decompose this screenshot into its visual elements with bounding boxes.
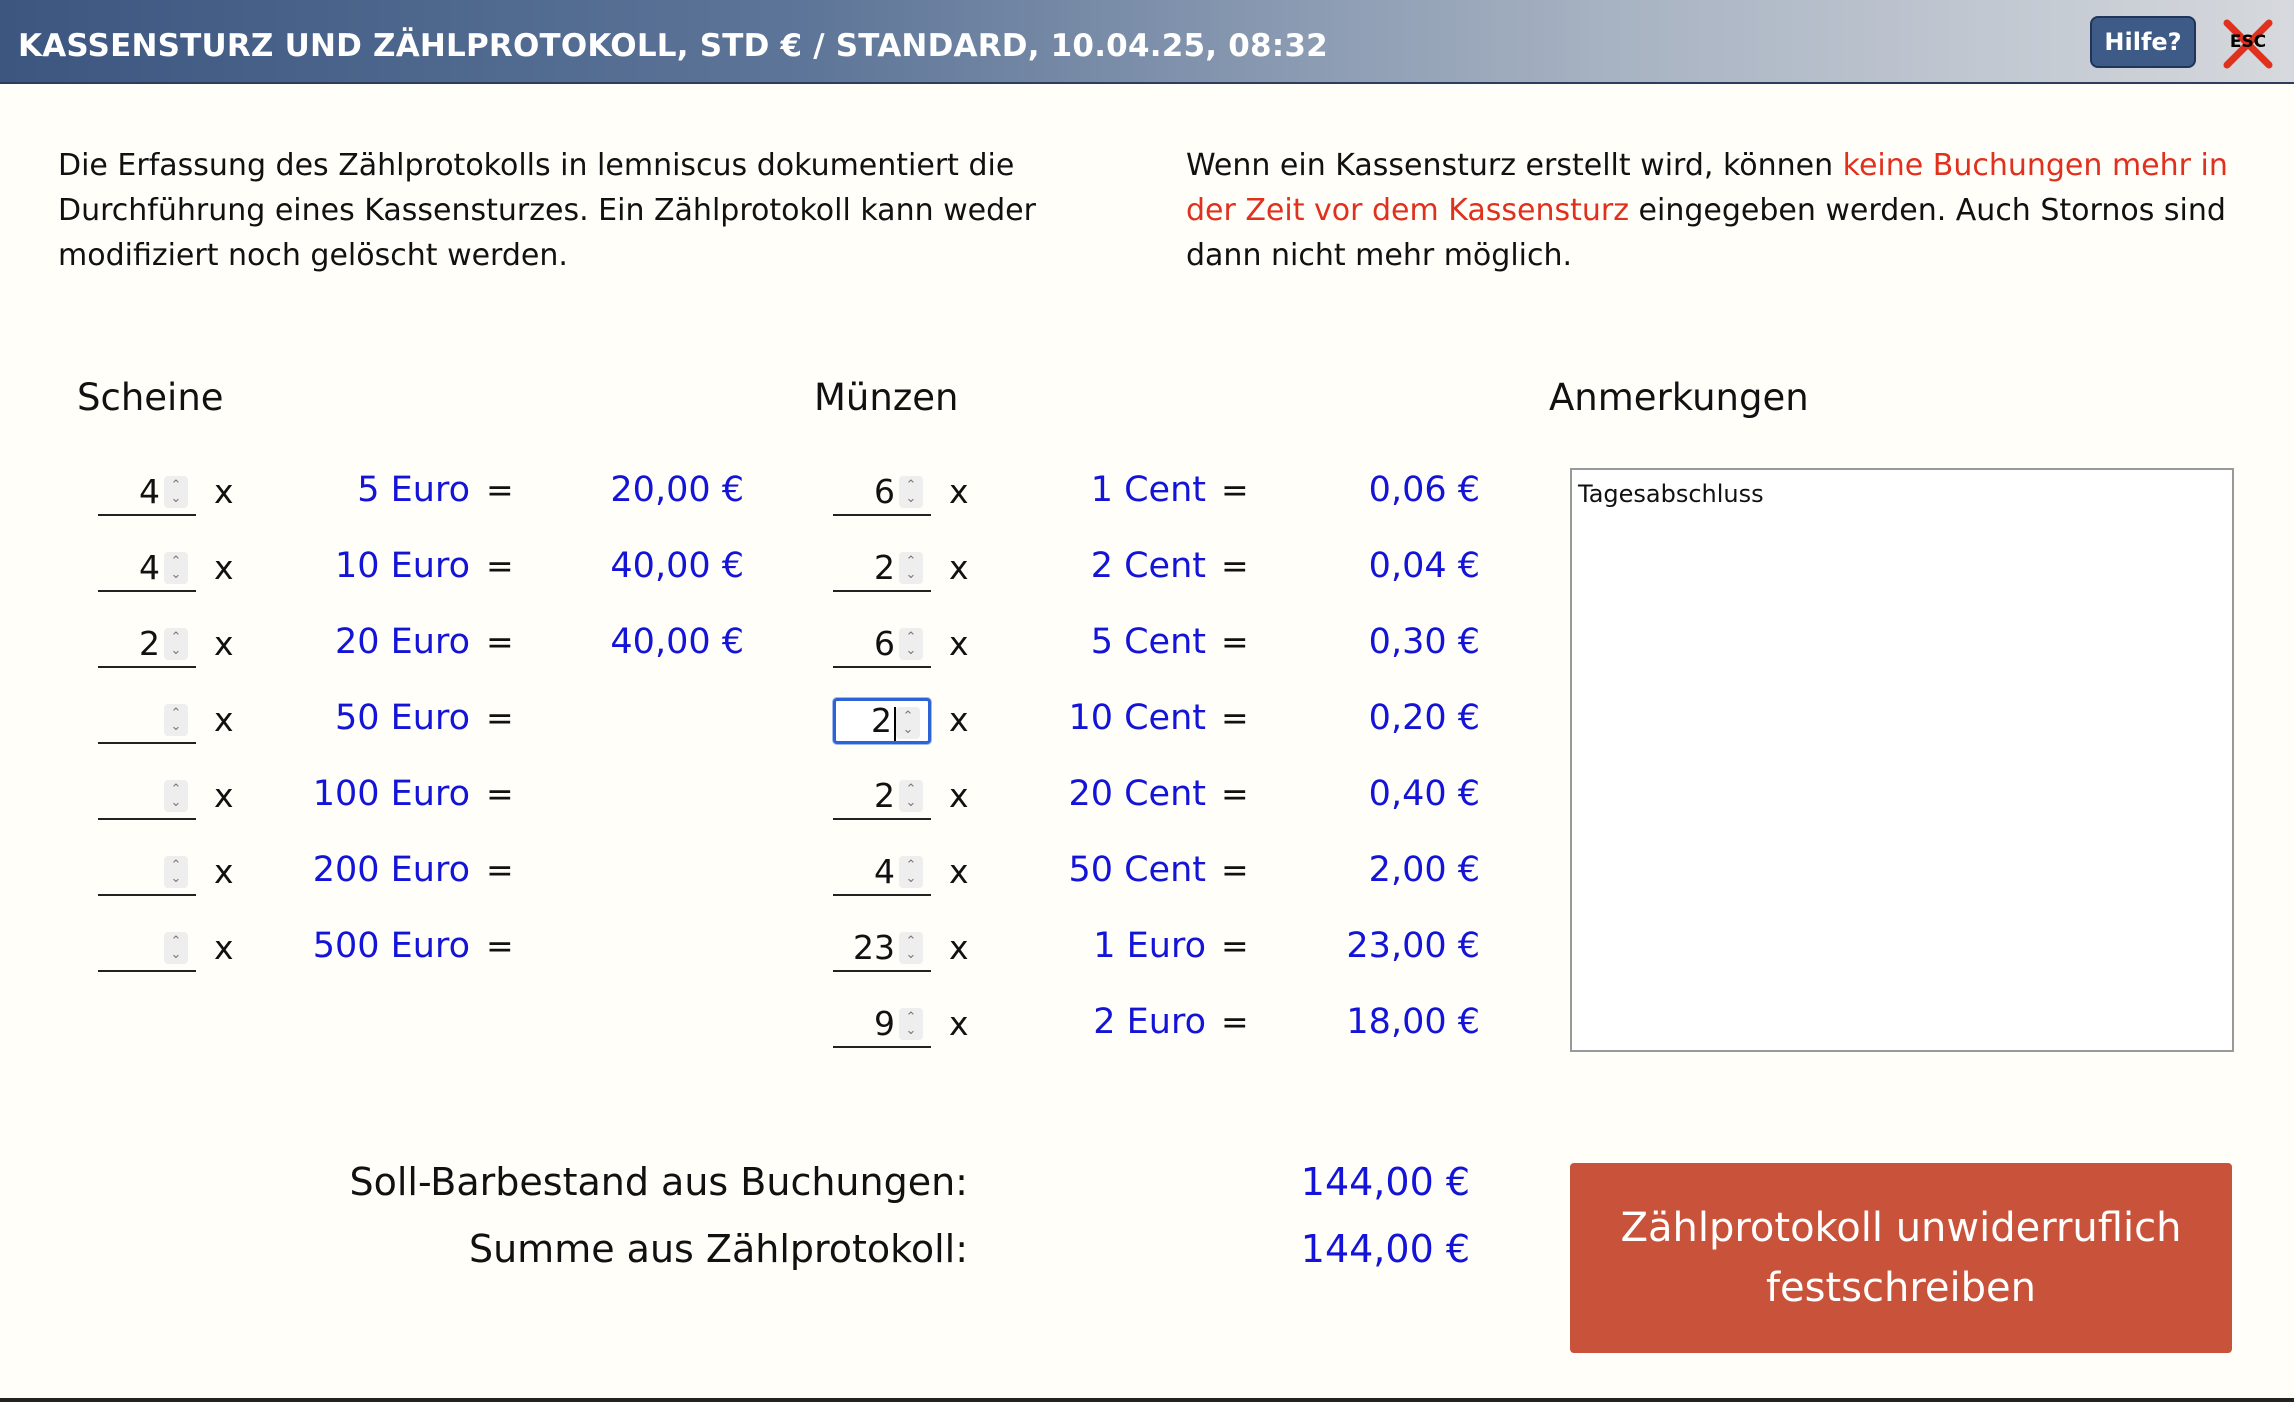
info-text-left: Die Erfassung des Zählprotokolls in lemniscus dokumentiert die Durchführung eines Kassensturzes. Ein Zählprotokoll kann weder modifiziert noch gelöscht werden. bbox=[58, 148, 1036, 273]
coins-denomination: 1 Euro bbox=[1093, 926, 1206, 966]
coins-amount: 0,30 € bbox=[1368, 622, 1480, 662]
equals-sign: = bbox=[486, 698, 514, 737]
notes-amount: 40,00 € bbox=[610, 622, 744, 662]
multiply-sign: x bbox=[214, 472, 234, 511]
notes-count-stepper[interactable] bbox=[98, 926, 196, 972]
multiply-sign: x bbox=[214, 852, 234, 891]
multiply-sign: x bbox=[214, 548, 234, 587]
coins-count-stepper[interactable] bbox=[833, 470, 931, 516]
notes-denomination: 100 Euro bbox=[312, 774, 470, 814]
info-right-part2: eingegeben werden. Auch Stornos sind dann nicht mehr möglich. bbox=[1186, 193, 2226, 273]
notes-count-stepper[interactable] bbox=[98, 546, 196, 592]
coins-count-stepper[interactable] bbox=[833, 926, 931, 972]
equals-sign: = bbox=[1221, 926, 1249, 965]
coins-amount: 0,04 € bbox=[1368, 546, 1480, 586]
spin-arrows-icon[interactable]: ⌃ ⌄ bbox=[164, 780, 188, 812]
commit-button-line2: festschreiben bbox=[1765, 1265, 2037, 1311]
multiply-sign: x bbox=[949, 624, 969, 663]
coins-amount: 0,20 € bbox=[1368, 698, 1480, 738]
coins-count-stepper[interactable] bbox=[833, 774, 931, 820]
coins-amount: 0,06 € bbox=[1368, 470, 1480, 510]
bottom-border bbox=[0, 1398, 2294, 1402]
notes-count-stepper[interactable] bbox=[98, 698, 196, 744]
multiply-sign: x bbox=[949, 776, 969, 815]
multiply-sign: x bbox=[949, 1004, 969, 1043]
notes-denomination: 10 Euro bbox=[335, 546, 470, 586]
counted-sum-value: 144,00 € bbox=[1300, 1227, 1470, 1271]
coins-denomination: 20 Cent bbox=[1068, 774, 1206, 814]
notes-denomination: 50 Euro bbox=[335, 698, 470, 738]
coins-denomination: 1 Cent bbox=[1090, 470, 1206, 510]
notes-count-stepper[interactable] bbox=[98, 470, 196, 516]
multiply-sign: x bbox=[214, 928, 234, 967]
equals-sign: = bbox=[1221, 470, 1249, 509]
multiply-sign: x bbox=[214, 624, 234, 663]
info-text-right bbox=[1186, 143, 2246, 278]
spin-arrows-icon[interactable]: ⌃ ⌄ bbox=[899, 552, 923, 584]
coins-count-value: 6 bbox=[874, 472, 895, 511]
equals-sign: = bbox=[1221, 698, 1249, 737]
title-bar bbox=[0, 0, 2294, 84]
spin-arrows-icon[interactable]: ⌃ ⌄ bbox=[899, 1008, 923, 1040]
coins-denomination: 2 Cent bbox=[1090, 546, 1206, 586]
notes-count-value: 4 bbox=[139, 548, 160, 587]
spin-arrows-icon[interactable]: ⌃ ⌄ bbox=[164, 856, 188, 888]
esc-close-button[interactable] bbox=[2222, 18, 2274, 70]
coins-count-stepper[interactable] bbox=[833, 622, 931, 668]
coins-count-value: 6 bbox=[874, 624, 895, 663]
spin-arrows-icon[interactable]: ⌃ ⌄ bbox=[899, 856, 923, 888]
equals-sign: = bbox=[486, 546, 514, 585]
coins-count-value: 2 bbox=[874, 776, 895, 815]
notes-count-stepper[interactable] bbox=[98, 850, 196, 896]
coins-count-stepper[interactable] bbox=[833, 698, 931, 744]
notes-count-stepper[interactable] bbox=[98, 622, 196, 668]
multiply-sign: x bbox=[949, 700, 969, 739]
expected-balance-value: 144,00 € bbox=[1300, 1160, 1470, 1204]
equals-sign: = bbox=[486, 622, 514, 661]
equals-sign: = bbox=[1221, 774, 1249, 813]
spin-arrows-icon[interactable]: ⌃ ⌄ bbox=[896, 707, 920, 739]
spin-arrows-icon[interactable]: ⌃ ⌄ bbox=[164, 704, 188, 736]
multiply-sign: x bbox=[949, 548, 969, 587]
notes-denomination: 500 Euro bbox=[312, 926, 470, 966]
multiply-sign: x bbox=[214, 776, 234, 815]
notes-count-stepper[interactable] bbox=[98, 774, 196, 820]
notes-amount: 20,00 € bbox=[610, 470, 744, 510]
commit-button-label bbox=[1621, 1198, 2182, 1318]
coins-count-value: 23 bbox=[853, 928, 895, 967]
coins-count-value: 2 bbox=[871, 701, 892, 740]
coins-count-value: 2 bbox=[874, 548, 895, 587]
spin-arrows-icon[interactable]: ⌃ ⌄ bbox=[164, 476, 188, 508]
coins-count-value: 9 bbox=[874, 1004, 895, 1043]
coins-amount: 2,00 € bbox=[1368, 850, 1480, 890]
multiply-sign: x bbox=[949, 472, 969, 511]
remarks-section-title: Anmerkungen bbox=[1549, 376, 1809, 419]
equals-sign: = bbox=[486, 774, 514, 813]
coins-section-title: Münzen bbox=[814, 376, 959, 419]
spin-arrows-icon[interactable]: ⌃ ⌄ bbox=[899, 476, 923, 508]
coins-denomination: 10 Cent bbox=[1068, 698, 1206, 738]
coins-denomination: 50 Cent bbox=[1068, 850, 1206, 890]
coins-denomination: 5 Cent bbox=[1090, 622, 1206, 662]
info-right-part1: Wenn ein Kassensturz erstellt wird, können bbox=[1186, 148, 1843, 183]
equals-sign: = bbox=[1221, 850, 1249, 889]
spin-arrows-icon[interactable]: ⌃ ⌄ bbox=[164, 628, 188, 660]
counted-sum-label: Summe aus Zählprotokoll: bbox=[468, 1227, 968, 1271]
esc-label: ESC bbox=[2229, 32, 2267, 52]
equals-sign: = bbox=[486, 850, 514, 889]
notes-section-title: Scheine bbox=[77, 376, 224, 419]
coins-amount: 18,00 € bbox=[1346, 1002, 1480, 1042]
commit-protocol-button[interactable] bbox=[1570, 1163, 2232, 1353]
notes-denomination: 5 Euro bbox=[357, 470, 470, 510]
remarks-textarea[interactable]: Tagesabschluss bbox=[1570, 468, 2234, 1052]
spin-arrows-icon[interactable]: ⌃ ⌄ bbox=[899, 932, 923, 964]
equals-sign: = bbox=[1221, 1002, 1249, 1041]
notes-count-value: 4 bbox=[139, 472, 160, 511]
spin-arrows-icon[interactable]: ⌃ ⌄ bbox=[164, 552, 188, 584]
commit-button-line1: Zählprotokoll unwiderruflich bbox=[1620, 1205, 2182, 1251]
notes-denomination: 20 Euro bbox=[335, 622, 470, 662]
coins-count-stepper[interactable] bbox=[833, 546, 931, 592]
multiply-sign: x bbox=[214, 700, 234, 739]
multiply-sign: x bbox=[949, 852, 969, 891]
spin-arrows-icon[interactable]: ⌃ ⌄ bbox=[899, 628, 923, 660]
notes-amount: 40,00 € bbox=[610, 546, 744, 586]
spin-arrows-icon[interactable]: ⌃ ⌄ bbox=[164, 932, 188, 964]
coins-count-stepper[interactable] bbox=[833, 1002, 931, 1048]
window-title: KASSENSTURZ UND ZÄHLPROTOKOLL, STD € / STANDARD, 10.04.25, 08:32 bbox=[18, 28, 1328, 64]
notes-denomination: 200 Euro bbox=[312, 850, 470, 890]
info-right-highlight: keine Buchungen mehr in der Zeit vor dem Kassensturz bbox=[1186, 148, 2228, 228]
equals-sign: = bbox=[486, 470, 514, 509]
equals-sign: = bbox=[1221, 546, 1249, 585]
expected-balance-label: Soll-Barbestand aus Buchungen: bbox=[349, 1160, 968, 1204]
help-button[interactable]: Hilfe? bbox=[2090, 16, 2196, 68]
notes-count-value: 2 bbox=[139, 624, 160, 663]
spin-arrows-icon[interactable]: ⌃ ⌄ bbox=[899, 780, 923, 812]
coins-amount: 0,40 € bbox=[1368, 774, 1480, 814]
coins-count-stepper[interactable] bbox=[833, 850, 931, 896]
coins-amount: 23,00 € bbox=[1346, 926, 1480, 966]
coins-count-value: 4 bbox=[874, 852, 895, 891]
multiply-sign: x bbox=[949, 928, 969, 967]
equals-sign: = bbox=[1221, 622, 1249, 661]
coins-denomination: 2 Euro bbox=[1093, 1002, 1206, 1042]
equals-sign: = bbox=[486, 926, 514, 965]
